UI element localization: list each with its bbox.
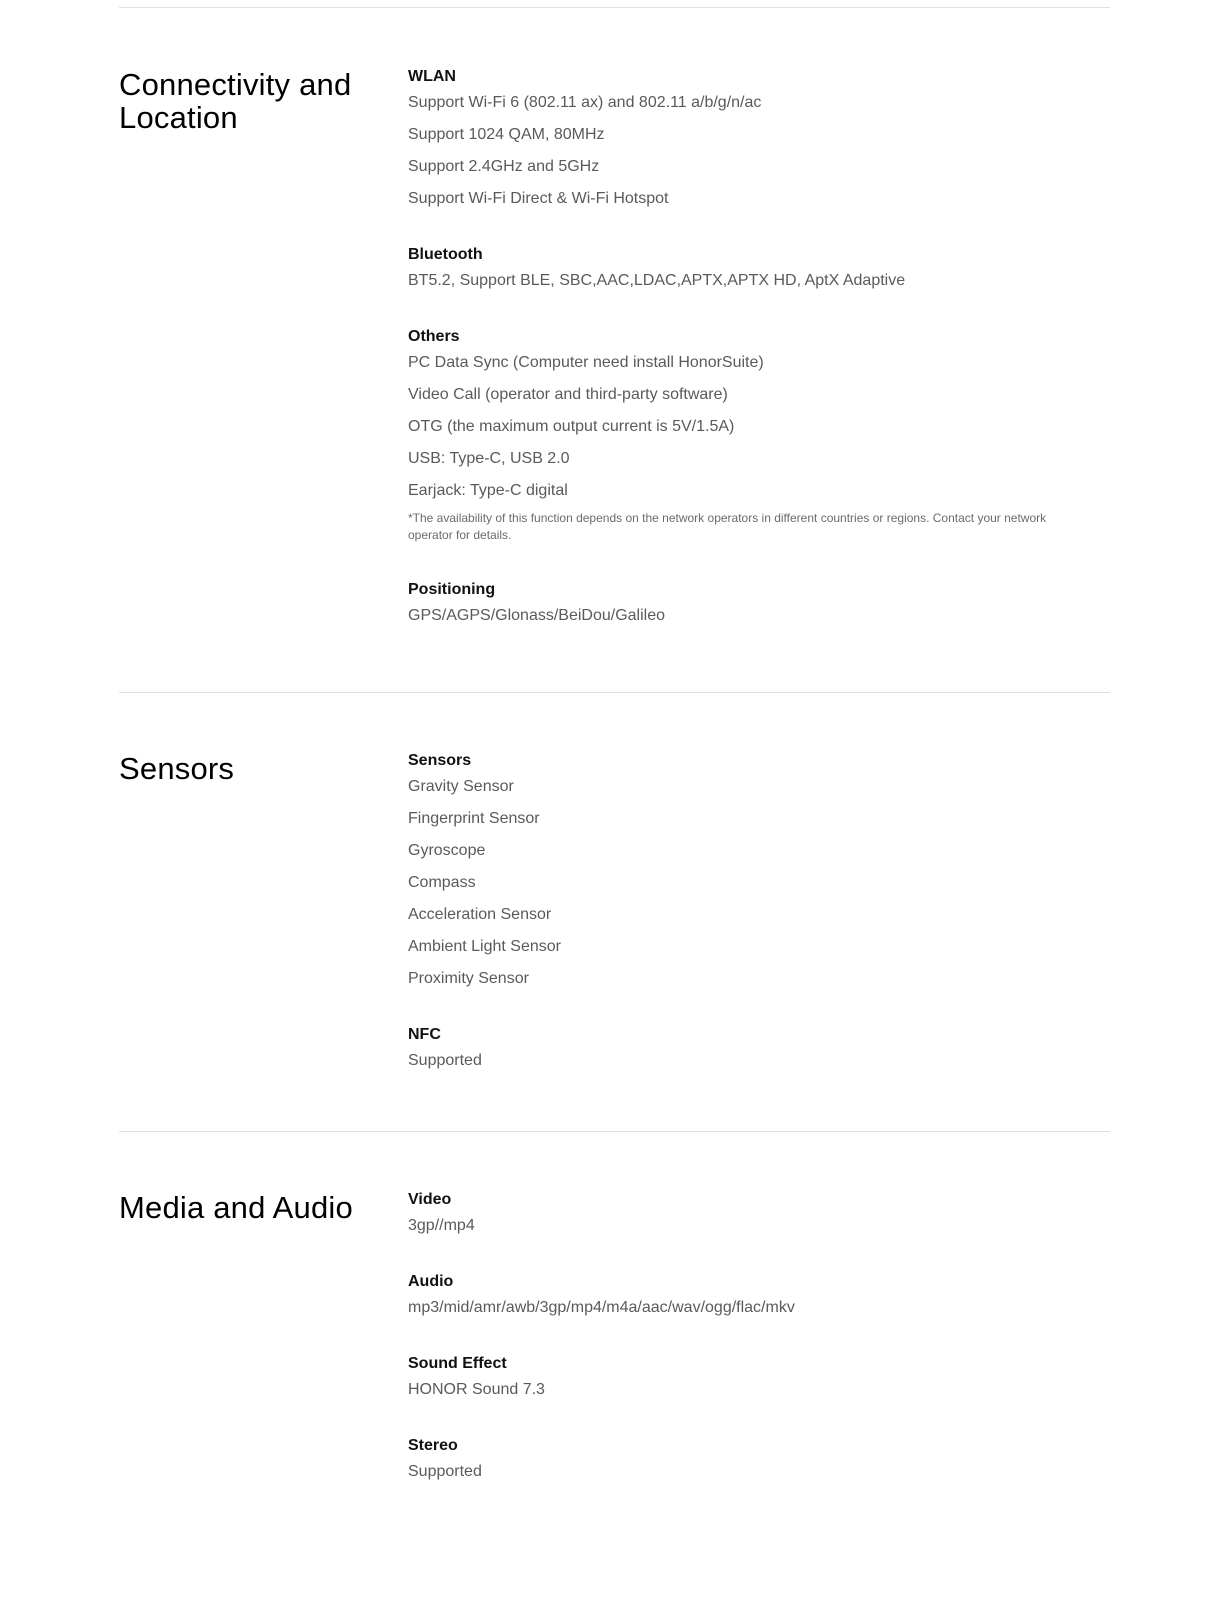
group-title: Positioning <box>408 581 496 598</box>
spec-item: Support Wi-Fi Direct & Wi-Fi Hotspot <box>408 190 669 207</box>
spec-item: Gyroscope <box>408 842 486 859</box>
spec-item: Ambient Light Sensor <box>408 938 561 955</box>
spec-item: HONOR Sound 7.3 <box>408 1381 545 1398</box>
spec-group-wlan <box>408 67 1110 209</box>
section-sensors <box>119 693 1110 1131</box>
group-title: Bluetooth <box>408 246 483 263</box>
spec-group-nfc <box>408 1025 1110 1071</box>
spec-item: 3gp//mp4 <box>408 1217 475 1234</box>
section-title: Sensors <box>119 751 235 786</box>
group-title: Others <box>408 328 460 345</box>
spec-item: OTG (the maximum output current is 5V/1.5A) <box>408 418 735 435</box>
spec-item: Supported <box>408 1052 482 1069</box>
section-connectivity-location <box>119 8 1110 692</box>
spec-item: Proximity Sensor <box>408 970 529 987</box>
spec-item: Support 2.4GHz and 5GHz <box>408 158 600 175</box>
spec-item: BT5.2, Support BLE, SBC,AAC,LDAC,APTX,APTX HD, AptX Adaptive <box>408 272 906 289</box>
spec-group-others <box>408 327 1110 544</box>
spec-group-audio <box>408 1272 1110 1318</box>
spec-item: Support Wi-Fi 6 (802.11 ax) and 802.11 a/b/g/n/ac <box>408 94 762 111</box>
spec-item: Acceleration Sensor <box>408 906 552 923</box>
spec-page <box>119 0 1110 1482</box>
spec-group-positioning <box>408 580 1110 626</box>
section-body <box>408 67 1110 626</box>
spec-group-sound-effect <box>408 1354 1110 1400</box>
section-body <box>408 751 1110 1071</box>
group-title: Stereo <box>408 1437 458 1454</box>
spec-item: Support 1024 QAM, 80MHz <box>408 126 605 143</box>
section-media-audio <box>119 1132 1110 1482</box>
spec-item: Compass <box>408 874 476 891</box>
spec-item: USB: Type-C, USB 2.0 <box>408 450 570 467</box>
spec-item: PC Data Sync (Computer need install HonorSuite) <box>408 354 764 371</box>
spec-group-sensors <box>408 751 1110 989</box>
spec-item: Video Call (operator and third-party software) <box>408 386 728 403</box>
section-title: Connectivity and Location <box>119 67 352 135</box>
group-title: NFC <box>408 1026 441 1043</box>
spec-item: mp3/mid/amr/awb/3gp/mp4/m4a/aac/wav/ogg/flac/mkv <box>408 1299 795 1316</box>
group-title: Audio <box>408 1273 454 1290</box>
spec-item: GPS/AGPS/Glonass/BeiDou/Galileo <box>408 607 666 624</box>
group-title: WLAN <box>408 68 456 85</box>
spec-item: Fingerprint Sensor <box>408 810 540 827</box>
footnote: *The availability of this function depends on the network operators in different countries or regions. Contact your network operator for details. <box>408 511 1047 542</box>
spec-item: Gravity Sensor <box>408 778 514 795</box>
spec-group-bluetooth <box>408 245 1110 291</box>
spec-group-video <box>408 1190 1110 1236</box>
group-title: Video <box>408 1191 452 1208</box>
spec-group-stereo <box>408 1436 1110 1482</box>
section-title: Media and Audio <box>119 1190 353 1225</box>
section-body <box>408 1190 1110 1482</box>
group-title: Sound Effect <box>408 1355 507 1372</box>
spec-item: Supported <box>408 1463 482 1480</box>
spec-item: Earjack: Type-C digital <box>408 482 568 499</box>
group-title: Sensors <box>408 752 472 769</box>
